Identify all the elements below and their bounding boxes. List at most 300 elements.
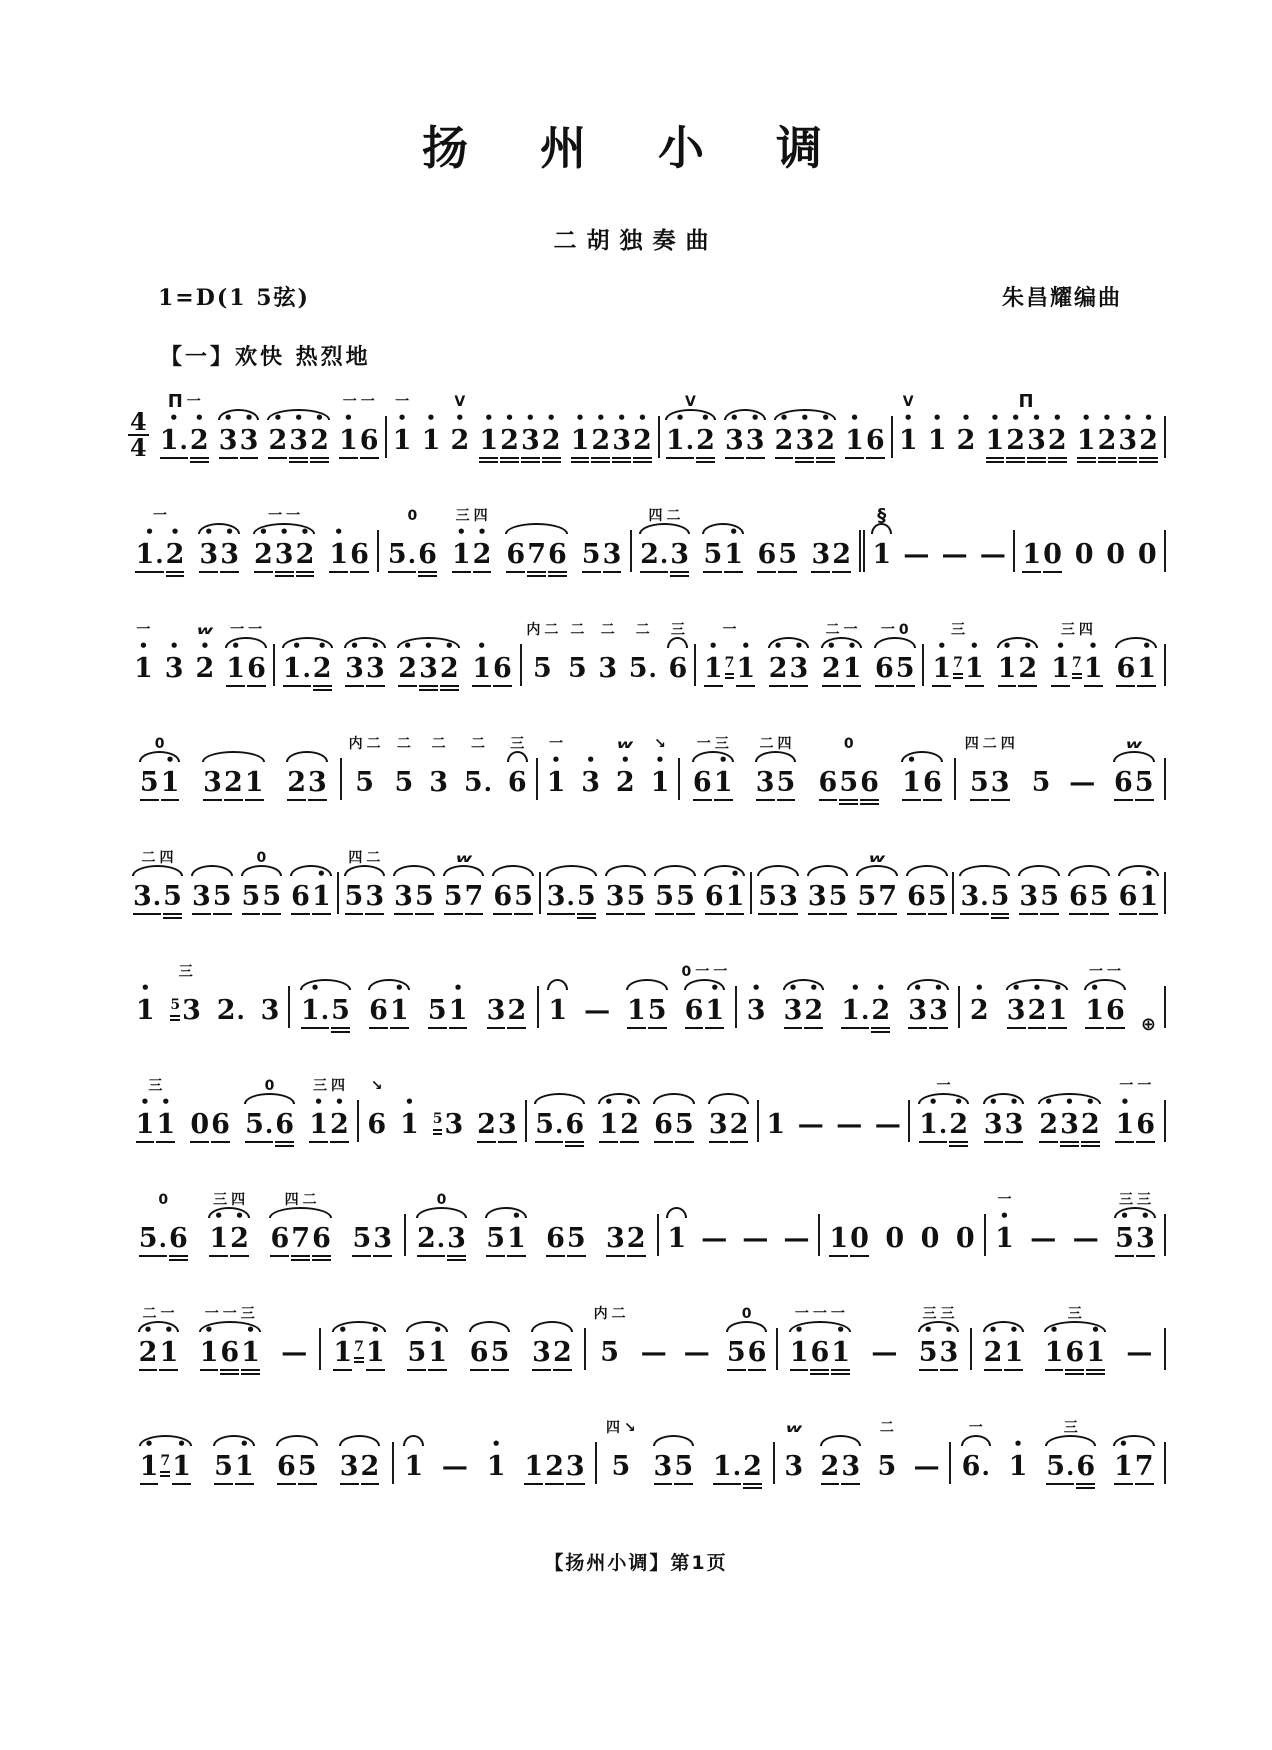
beat-group (1067, 755, 1097, 808)
note-digit: 1 (139, 1451, 159, 1482)
finger-mark: 一 (395, 394, 410, 410)
note (1051, 637, 1070, 694)
note-digit: 5 (394, 767, 414, 798)
underline (245, 797, 264, 808)
note-digit: 5 (776, 767, 796, 798)
note-digit: 6 . (961, 1451, 990, 1482)
measure (587, 1301, 775, 1378)
underline (262, 911, 281, 922)
octave-dot (248, 869, 253, 881)
octave-dot (750, 1439, 755, 1451)
note (582, 527, 601, 580)
note (724, 409, 744, 466)
note-group (1104, 503, 1127, 580)
octave-dot: • (933, 979, 944, 997)
underline (161, 797, 180, 808)
note (1073, 1211, 1099, 1264)
underline (730, 1139, 749, 1150)
underline (626, 911, 645, 922)
octave-dot (292, 1325, 297, 1337)
barline (385, 416, 387, 458)
beat-group (1083, 979, 1127, 1036)
note-group (839, 959, 892, 1036)
note (1047, 409, 1067, 466)
barline (954, 758, 956, 800)
note (277, 1439, 296, 1492)
note (345, 869, 364, 922)
note-digit: — (913, 1452, 940, 1482)
octave-dot (1137, 1325, 1142, 1337)
measure (407, 1187, 656, 1264)
note-digit: 0 (1137, 539, 1157, 570)
beat-group (440, 1439, 470, 1492)
note (742, 1211, 768, 1264)
octave-dot (220, 869, 225, 881)
underline (345, 683, 364, 694)
note-digit: 5 (1115, 1223, 1134, 1254)
octave-dot: • (310, 979, 320, 997)
note-digit: 3 (724, 425, 744, 456)
underline (479, 455, 498, 466)
octave-dot: • (1010, 409, 1021, 427)
underline (340, 1481, 359, 1492)
octave-dot (892, 1211, 897, 1223)
note-digit: 2 (816, 425, 836, 456)
note-digit: 2 (729, 1109, 749, 1140)
octave-dot: • (718, 751, 728, 769)
note (743, 1439, 762, 1492)
underline (486, 1253, 505, 1264)
underline (395, 797, 414, 808)
octave-dot (367, 1439, 372, 1451)
measure (661, 389, 890, 466)
underline (1009, 1481, 1028, 1492)
note (783, 979, 803, 1036)
underline (156, 1139, 175, 1150)
note-digit: 6 (654, 1109, 673, 1140)
underline (1060, 1139, 1079, 1150)
note (1046, 1439, 1074, 1492)
octave-dot (765, 869, 770, 881)
beat-group (627, 641, 659, 694)
note-digit: 2 (1080, 1109, 1100, 1140)
underline (600, 1367, 619, 1378)
underline (829, 1253, 848, 1264)
beat-group (327, 523, 371, 580)
underline (899, 455, 918, 466)
underline (373, 1253, 392, 1264)
note (705, 979, 725, 1036)
note-group (338, 1415, 382, 1492)
note-digit: 2 (500, 425, 519, 456)
underline (932, 683, 951, 694)
note-digit: 1 (1113, 1451, 1133, 1482)
barline (1164, 1100, 1166, 1142)
beat-group (224, 637, 268, 694)
underline (163, 911, 182, 922)
octave-dot: • (1090, 1321, 1101, 1339)
underline (226, 683, 245, 694)
underline (860, 797, 879, 808)
note-digit: 1 (524, 1451, 544, 1482)
beat-group (649, 751, 672, 808)
octave-dot: • (990, 409, 1000, 427)
note (964, 637, 984, 694)
note (665, 409, 695, 466)
beat-group (546, 983, 569, 1036)
note-digit: 5 (443, 881, 463, 912)
note (871, 979, 891, 1036)
up-bow-icon: V (454, 394, 466, 410)
underline (190, 1139, 209, 1150)
note-digit: 1 (667, 1223, 687, 1254)
note (570, 409, 590, 466)
underline (547, 797, 566, 808)
octave-dot: • (988, 1093, 999, 1111)
underline (388, 569, 416, 580)
barline (392, 1442, 394, 1484)
note-group (1113, 1073, 1157, 1150)
open-string-mark: 0 (256, 850, 267, 866)
note (674, 1439, 693, 1492)
note (400, 1093, 419, 1150)
barline (288, 986, 290, 1028)
beat-group (468, 1325, 512, 1378)
note (1135, 1439, 1154, 1492)
note (808, 869, 827, 922)
barline (319, 1328, 321, 1370)
beat-group (420, 409, 443, 466)
note (165, 523, 185, 580)
note-digit: 3 (365, 653, 385, 684)
note-digit: 6 (220, 1337, 240, 1368)
finger-mark: 一 (286, 508, 301, 524)
note (182, 983, 201, 1036)
note-group (773, 389, 837, 466)
octave-dot (682, 1097, 687, 1109)
octave-dot (414, 1325, 419, 1337)
augmentation-dot: . (938, 1110, 948, 1139)
octave-dot (1083, 1211, 1088, 1223)
underline (139, 1253, 167, 1264)
note-group (597, 1073, 641, 1150)
note-digit: 1 (842, 653, 862, 684)
note-group (755, 503, 799, 580)
underline (1098, 455, 1117, 466)
beat-group (240, 869, 284, 922)
measure (128, 959, 287, 1036)
note-group (1030, 731, 1053, 808)
note (546, 1211, 565, 1264)
note (289, 409, 309, 466)
underline (209, 1253, 228, 1264)
octave-dot (357, 527, 362, 539)
note (282, 637, 311, 694)
underline (296, 569, 315, 580)
underline (407, 1367, 426, 1378)
beat-group (609, 1439, 632, 1492)
note-digit: 5 (432, 1111, 443, 1127)
underline (548, 1025, 567, 1036)
octave-dot (553, 1211, 558, 1223)
note (159, 409, 188, 466)
note-group (289, 845, 333, 922)
beat-group (653, 869, 697, 922)
note-digit: 5 (1040, 881, 1060, 912)
note-digit: 5 (214, 1451, 233, 1482)
note-group (1124, 1301, 1154, 1378)
note-group (614, 731, 637, 808)
note-digit: 7 (1134, 1451, 1154, 1482)
octave-dot: • (849, 409, 860, 427)
octave-dot (1026, 869, 1031, 881)
note (472, 637, 492, 694)
note-group (703, 845, 747, 922)
octave-dot (1113, 983, 1118, 995)
note-digit: 3 (1027, 425, 1046, 456)
underline (545, 1481, 564, 1492)
note (1004, 1321, 1024, 1378)
note-group (386, 503, 439, 580)
octave-dot (674, 1211, 679, 1223)
note (1039, 1093, 1059, 1150)
note-group (901, 503, 931, 580)
note-digit: — (584, 996, 611, 1026)
underline (998, 683, 1017, 694)
finger-mark: 一 (968, 1420, 983, 1436)
underline (203, 797, 222, 808)
open-string-mark: 0 (681, 964, 692, 980)
underline (775, 455, 794, 466)
underline (896, 683, 915, 694)
beat-group (275, 1439, 319, 1492)
octave-dot (574, 1211, 579, 1223)
measure (911, 1073, 1163, 1150)
underline (553, 1367, 572, 1378)
note (709, 1097, 728, 1150)
underline (291, 911, 310, 922)
note-digit: 2 (633, 425, 652, 456)
note (650, 751, 670, 808)
beat-group (754, 755, 798, 808)
finger-mark: 四 (648, 508, 663, 524)
underline (821, 1481, 840, 1492)
octave-dot (451, 1097, 456, 1109)
beat-group (188, 1097, 232, 1150)
underline (670, 569, 689, 580)
measure (380, 503, 628, 580)
note-group (827, 1187, 871, 1264)
beat-group (579, 751, 602, 808)
open-string-mark: 0 (741, 1306, 752, 1322)
note (527, 527, 546, 580)
note (261, 983, 280, 1036)
underline (465, 911, 484, 922)
note (450, 409, 470, 466)
note-group (993, 1187, 1016, 1264)
note-group (530, 1301, 574, 1378)
note-digit: 5 (170, 997, 181, 1013)
beat-group (870, 527, 893, 580)
note-group (198, 1301, 262, 1378)
note-digit: 5 (655, 881, 675, 912)
slide-down-icon: ↘ (624, 1420, 636, 1436)
underline (220, 1367, 239, 1378)
note-digit: 6 (211, 1109, 230, 1140)
note (398, 637, 418, 694)
note-digit: 5 (990, 881, 1010, 912)
note (798, 1097, 824, 1150)
note-digit: 2 (804, 995, 824, 1026)
note-digit: 3 (841, 1451, 861, 1482)
note-digit: 1 (829, 1223, 849, 1254)
underline (245, 1139, 273, 1150)
finger-mark: 一 (1089, 964, 1104, 980)
underline (746, 455, 765, 466)
octave-dot: • (750, 409, 760, 427)
note (352, 1211, 371, 1264)
note (1030, 1211, 1056, 1264)
note-digit: 5 (857, 881, 877, 912)
underline (312, 911, 331, 922)
note (262, 869, 281, 922)
note-digit: 2 (1097, 425, 1117, 456)
octave-dot: • (1009, 1093, 1019, 1111)
underline (1136, 1253, 1155, 1264)
underline (743, 1481, 762, 1492)
note-digit: 5 (427, 995, 447, 1026)
note-digit: 1 (451, 539, 471, 570)
octave-dot (584, 869, 589, 881)
octave-dot (374, 1097, 379, 1109)
finger-mark: 一 (342, 394, 357, 410)
octave-dot (773, 1097, 778, 1109)
beat-group (755, 527, 799, 580)
beat-group (1043, 1321, 1107, 1378)
beat-group (138, 1435, 193, 1492)
underline (991, 911, 1010, 922)
note-group (1112, 731, 1156, 808)
beat-group (491, 869, 535, 922)
note (415, 869, 434, 922)
note (428, 1321, 448, 1378)
note-digit: 5 . (463, 767, 493, 798)
note-group (702, 617, 757, 694)
note (1065, 1325, 1084, 1378)
note-digit: 1 . (300, 995, 330, 1026)
ornament-row (951, 617, 965, 641)
barline (818, 1214, 820, 1256)
beat-group (954, 1211, 977, 1264)
octave-dot: • (876, 979, 886, 997)
note-digit: 6 (865, 425, 885, 456)
octave-dot: • (491, 1435, 501, 1453)
beat-group (1124, 1325, 1154, 1378)
finger-mark: 四 (231, 1192, 246, 1208)
octave-dot (1038, 755, 1043, 767)
note-digit: 1 (389, 995, 409, 1026)
score (128, 389, 1167, 1492)
octave-dot (818, 527, 823, 539)
beat-group (168, 983, 203, 1036)
note-group (268, 1187, 332, 1264)
note (810, 1325, 829, 1378)
underline (1065, 1367, 1084, 1378)
underline (217, 1025, 245, 1036)
music-line (128, 845, 1167, 922)
octave-dot (924, 1439, 929, 1451)
octave-dot (691, 983, 696, 995)
underline (415, 911, 434, 922)
finger-mark: 一 (1107, 964, 1122, 980)
octave-dot: • (1013, 1435, 1023, 1453)
underline (832, 569, 851, 580)
note-digit: 1 (724, 539, 744, 570)
finger-mark: 三 (670, 622, 685, 638)
underline (727, 1367, 746, 1378)
octave-dot: • (511, 1207, 522, 1225)
note-digit: 6 (350, 539, 369, 570)
measure (155, 389, 384, 466)
underline (713, 1481, 741, 1492)
note-digit: 2 (223, 767, 243, 798)
note-digit: 1 (1048, 995, 1068, 1026)
beat-group (266, 409, 330, 466)
underline (268, 455, 287, 466)
octave-dot (927, 1211, 932, 1223)
note-digit: 2 (439, 653, 459, 684)
octave-dot (633, 869, 638, 881)
note (615, 751, 635, 808)
underline (810, 1367, 829, 1378)
octave-dot (315, 755, 320, 767)
note-digit: 6 (506, 539, 526, 570)
note-digit: 1 (548, 995, 568, 1026)
note-digit: 1 (1004, 1337, 1024, 1368)
underline (784, 1253, 810, 1264)
underline (417, 1253, 445, 1264)
underline (871, 1025, 890, 1036)
note (226, 637, 246, 694)
octave-dot (359, 1211, 364, 1223)
slide-down-icon: ↘ (654, 736, 666, 752)
note-group (427, 731, 450, 808)
octave-dot: • (906, 751, 917, 769)
underline (676, 911, 695, 922)
ornament-row (153, 503, 167, 527)
octave-dot (534, 527, 539, 539)
underline (135, 569, 163, 580)
note-digit: 2 . (417, 1223, 446, 1254)
note-group (285, 731, 329, 808)
octave-dot: • (317, 637, 327, 655)
beat-group (875, 1439, 898, 1492)
octave-dot (903, 641, 908, 653)
note-digit: 2 (1027, 995, 1047, 1026)
beat-group (869, 1325, 899, 1378)
note-digit: 3 (182, 995, 201, 1026)
note-digit: 1 (997, 653, 1017, 684)
note-group (817, 731, 881, 808)
finger-mark: 三 (178, 964, 193, 980)
beat-group (190, 869, 234, 922)
note (914, 1439, 940, 1492)
note (962, 1439, 990, 1492)
beat-group (1030, 755, 1053, 808)
note (918, 1321, 938, 1378)
octave-dot (1143, 1097, 1148, 1109)
note (670, 527, 689, 580)
